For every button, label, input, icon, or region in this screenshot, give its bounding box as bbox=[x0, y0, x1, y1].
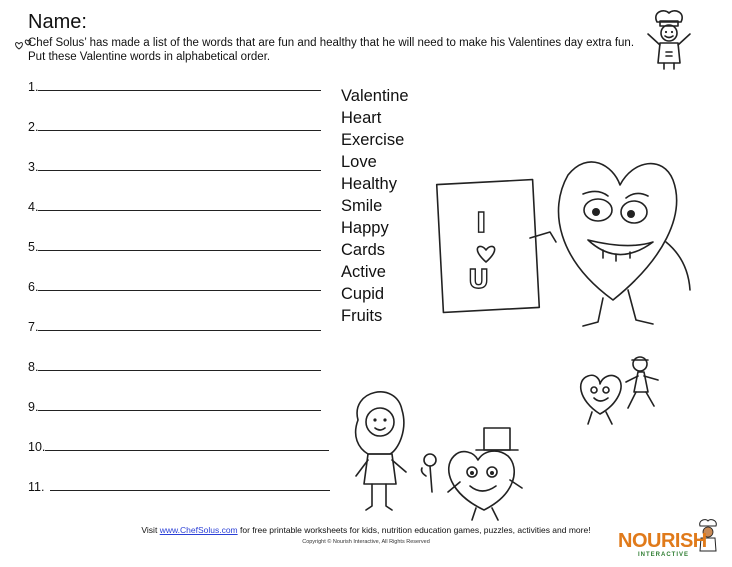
answer-number: 3. bbox=[28, 160, 39, 174]
footer-visit: Visit bbox=[141, 525, 158, 535]
answer-line-6[interactable] bbox=[28, 280, 321, 294]
answer-number: 1. bbox=[28, 80, 39, 94]
answer-number: 10. bbox=[28, 440, 46, 454]
chef-solus-illustration bbox=[640, 8, 698, 70]
answer-line-4[interactable] bbox=[28, 200, 321, 214]
answer-line-5[interactable] bbox=[28, 240, 321, 254]
word-item: Healthy bbox=[341, 175, 397, 193]
instructions bbox=[28, 37, 728, 64]
logo-main: NOURISH bbox=[618, 530, 707, 552]
answer-blank[interactable] bbox=[38, 200, 321, 211]
girl-with-rose-illustration bbox=[346, 380, 446, 520]
answer-number: 7. bbox=[28, 320, 39, 334]
word-item: Fruits bbox=[341, 307, 383, 325]
worksheet-title: Name: bbox=[28, 11, 87, 33]
word-item: Smile bbox=[341, 197, 383, 215]
word-item: Happy bbox=[341, 219, 389, 237]
word-item: Active bbox=[341, 263, 386, 281]
word-list bbox=[341, 85, 409, 327]
answer-blank[interactable] bbox=[38, 320, 321, 331]
answer-number: 9. bbox=[28, 400, 39, 414]
answer-blank[interactable] bbox=[50, 480, 330, 491]
logo-sub: INTERACTIVE bbox=[638, 552, 690, 558]
answer-line-7[interactable] bbox=[28, 320, 321, 334]
answer-blank[interactable] bbox=[38, 120, 321, 131]
answer-line-1[interactable] bbox=[28, 80, 321, 94]
card-letter-u: U bbox=[468, 265, 490, 295]
word-item: Heart bbox=[341, 109, 382, 127]
word-item: Cupid bbox=[341, 285, 385, 303]
word-item: Exercise bbox=[341, 131, 405, 149]
copyright-text: Copyright © Nourish Interactive, All Rights Reserved bbox=[302, 539, 430, 545]
card-letter-i: I bbox=[476, 206, 487, 239]
answer-number: 2. bbox=[28, 120, 39, 134]
answer-number: 6. bbox=[28, 280, 39, 294]
running-heart-and-kid-illustration bbox=[578, 352, 670, 434]
answer-blank[interactable] bbox=[38, 80, 321, 91]
answer-line-8[interactable] bbox=[28, 360, 321, 374]
chef-solus-link[interactable]: www.ChefSolus.com bbox=[159, 525, 238, 535]
answer-line-10[interactable] bbox=[28, 440, 329, 454]
answer-blank[interactable] bbox=[38, 360, 321, 371]
answer-blank[interactable] bbox=[38, 160, 321, 171]
heart-with-top-hat-illustration bbox=[440, 424, 530, 524]
answer-line-2[interactable] bbox=[28, 120, 321, 134]
word-item: Cards bbox=[341, 241, 386, 259]
answer-number: 5. bbox=[28, 240, 39, 254]
instruction-line-2: Put these Valentine words in alphabetical order. bbox=[28, 50, 271, 63]
word-item: Valentine bbox=[341, 87, 409, 105]
answer-blank[interactable] bbox=[38, 240, 321, 251]
word-item: Love bbox=[341, 153, 377, 171]
answer-blank[interactable] bbox=[38, 280, 321, 291]
answer-number: 8. bbox=[28, 360, 39, 374]
answer-line-3[interactable] bbox=[28, 160, 321, 174]
answer-line-9[interactable] bbox=[28, 400, 321, 414]
footer-rest: for free printable worksheets for kids, nutrition education games, puzzles, activities and more! bbox=[240, 525, 591, 535]
answer-line-11[interactable] bbox=[28, 480, 330, 494]
answer-number: 4. bbox=[28, 200, 39, 214]
answer-number: 11. bbox=[28, 480, 45, 494]
answer-blank[interactable] bbox=[38, 400, 321, 411]
answer-blank[interactable] bbox=[45, 440, 329, 451]
nourish-logo bbox=[618, 528, 714, 562]
heart-with-card-illustration bbox=[438, 150, 708, 330]
instruction-line-1: Chef Solus’ has made a list of the words that are fun and healthy that he will need to make his Valentines day extra fun. bbox=[28, 37, 635, 49]
